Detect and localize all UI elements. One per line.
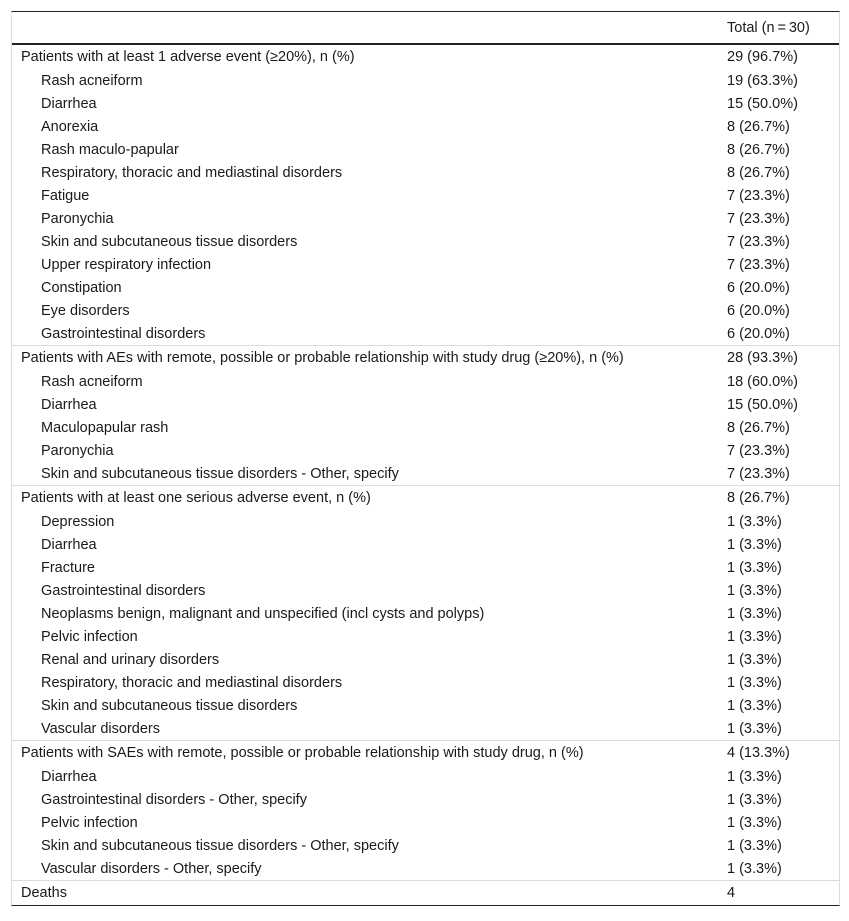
table-header-row (12, 12, 839, 45)
event-label: Pelvic infection (41, 814, 138, 831)
event-value: 1 (3.3%) (727, 697, 782, 714)
table-row (12, 230, 839, 253)
event-label: Fatigue (41, 187, 90, 204)
table-row (12, 788, 839, 811)
section-value: 8 (26.7%) (727, 490, 790, 506)
table-row (12, 370, 839, 393)
event-label: Diarrhea (41, 95, 97, 112)
event-value: 1 (3.3%) (727, 768, 782, 785)
event-label: Skin and subcutaneous tissue disorders (41, 233, 298, 250)
event-label: Eye disorders (41, 302, 130, 319)
event-label: Rash acneiform (41, 72, 143, 89)
event-label: Skin and subcutaneous tissue disorders - Other, specify (41, 837, 399, 854)
event-value: 8 (26.7%) (727, 419, 790, 436)
event-value: 7 (23.3%) (727, 210, 790, 227)
section-row (12, 345, 839, 370)
event-value: 6 (20.0%) (727, 279, 790, 296)
table-row (12, 393, 839, 416)
event-label: Rash maculo-papular (41, 141, 179, 158)
event-value: 1 (3.3%) (727, 536, 782, 553)
event-value: 8 (26.7%) (727, 118, 790, 135)
table-row (12, 439, 839, 462)
event-label: Anorexia (41, 118, 99, 135)
event-value: 7 (23.3%) (727, 256, 790, 273)
section-label: Patients with at least one serious adverse event, n (%) (21, 490, 371, 506)
event-value: 1 (3.3%) (727, 837, 782, 854)
event-value: 7 (23.3%) (727, 442, 790, 459)
event-value: 1 (3.3%) (727, 814, 782, 831)
event-value: 1 (3.3%) (727, 582, 782, 599)
table-row (12, 602, 839, 625)
event-label: Gastrointestinal disorders (41, 582, 206, 599)
section-label: Patients with at least 1 adverse event (≥20%), n (%) (21, 49, 355, 65)
event-label: Diarrhea (41, 396, 97, 413)
table-row (12, 671, 839, 694)
table-row (12, 161, 839, 184)
table-row (12, 834, 839, 857)
event-value: 18 (60.0%) (727, 373, 798, 390)
header-total-cell: Total (n = 30) (727, 19, 810, 36)
event-label: Paronychia (41, 442, 114, 459)
event-label: Gastrointestinal disorders - Other, specify (41, 791, 307, 808)
event-label: Depression (41, 513, 115, 530)
event-value: 15 (50.0%) (727, 396, 798, 413)
event-value: 1 (3.3%) (727, 651, 782, 668)
section-row (12, 740, 839, 765)
event-label: Constipation (41, 279, 122, 296)
event-label: Upper respiratory infection (41, 256, 212, 273)
event-label: Respiratory, thoracic and mediastinal disorders (41, 164, 343, 181)
section-value: 29 (96.7%) (727, 49, 798, 65)
event-value: 7 (23.3%) (727, 233, 790, 250)
table-row (12, 556, 839, 579)
section-row (12, 45, 839, 69)
event-label: Maculopapular rash (41, 419, 169, 436)
section-value: 4 (13.3%) (727, 745, 790, 761)
event-value: 1 (3.3%) (727, 559, 782, 576)
adverse-events-table (11, 11, 840, 906)
event-label: Neoplasms benign, malignant and unspecified (incl cysts and polyps) (41, 605, 485, 622)
event-label: Skin and subcutaneous tissue disorders (41, 697, 298, 714)
table-row (12, 579, 839, 602)
table-row (12, 811, 839, 834)
table-row (12, 69, 839, 92)
event-value: 1 (3.3%) (727, 791, 782, 808)
table-row (12, 299, 839, 322)
table-row (12, 115, 839, 138)
table-row (12, 625, 839, 648)
event-label: Gastrointestinal disorders (41, 325, 206, 342)
event-value: 1 (3.3%) (727, 513, 782, 530)
table-row (12, 694, 839, 717)
table-row (12, 276, 839, 299)
event-value: 1 (3.3%) (727, 605, 782, 622)
table-row (12, 857, 839, 880)
table-row (12, 648, 839, 671)
event-label: Diarrhea (41, 536, 97, 553)
event-label: Skin and subcutaneous tissue disorders - Other, specify (41, 465, 399, 482)
table-row (12, 207, 839, 230)
event-value: 6 (20.0%) (727, 302, 790, 319)
section-label: Patients with AEs with remote, possible or probable relationship with study drug (≥20%), n (%) (21, 350, 624, 366)
event-label: Respiratory, thoracic and mediastinal disorders (41, 674, 343, 691)
event-label: Fracture (41, 559, 95, 576)
event-value: 19 (63.3%) (727, 72, 798, 89)
event-value: 1 (3.3%) (727, 628, 782, 645)
table-row (12, 510, 839, 533)
event-value: 1 (3.3%) (727, 674, 782, 691)
table-row (12, 717, 839, 740)
event-value: 1 (3.3%) (727, 720, 782, 737)
table-row (12, 533, 839, 556)
event-label: Renal and urinary disorders (41, 651, 220, 668)
section-value: 28 (93.3%) (727, 350, 798, 366)
table-row (12, 138, 839, 161)
section-value: 4 (727, 885, 736, 901)
table-row (12, 416, 839, 439)
event-label: Diarrhea (41, 768, 97, 785)
section-row (12, 880, 839, 905)
event-value: 15 (50.0%) (727, 95, 798, 112)
event-value: 8 (26.7%) (727, 141, 790, 158)
event-value: 7 (23.3%) (727, 187, 790, 204)
table-row (12, 184, 839, 207)
event-label: Vascular disorders (41, 720, 161, 737)
section-label: Deaths (21, 885, 67, 901)
section-row (12, 485, 839, 510)
event-value: 8 (26.7%) (727, 164, 790, 181)
table-row (12, 322, 839, 345)
table-row (12, 765, 839, 788)
table-row (12, 92, 839, 115)
table-body (12, 45, 839, 905)
event-label: Vascular disorders - Other, specify (41, 860, 262, 877)
section-label: Patients with SAEs with remote, possible or probable relationship with study drug, n (%) (21, 745, 584, 761)
event-label: Pelvic infection (41, 628, 138, 645)
event-value: 7 (23.3%) (727, 465, 790, 482)
event-value: 1 (3.3%) (727, 860, 782, 877)
table-row (12, 462, 839, 485)
event-label: Paronychia (41, 210, 114, 227)
table-row (12, 253, 839, 276)
event-value: 6 (20.0%) (727, 325, 790, 342)
event-label: Rash acneiform (41, 373, 143, 390)
